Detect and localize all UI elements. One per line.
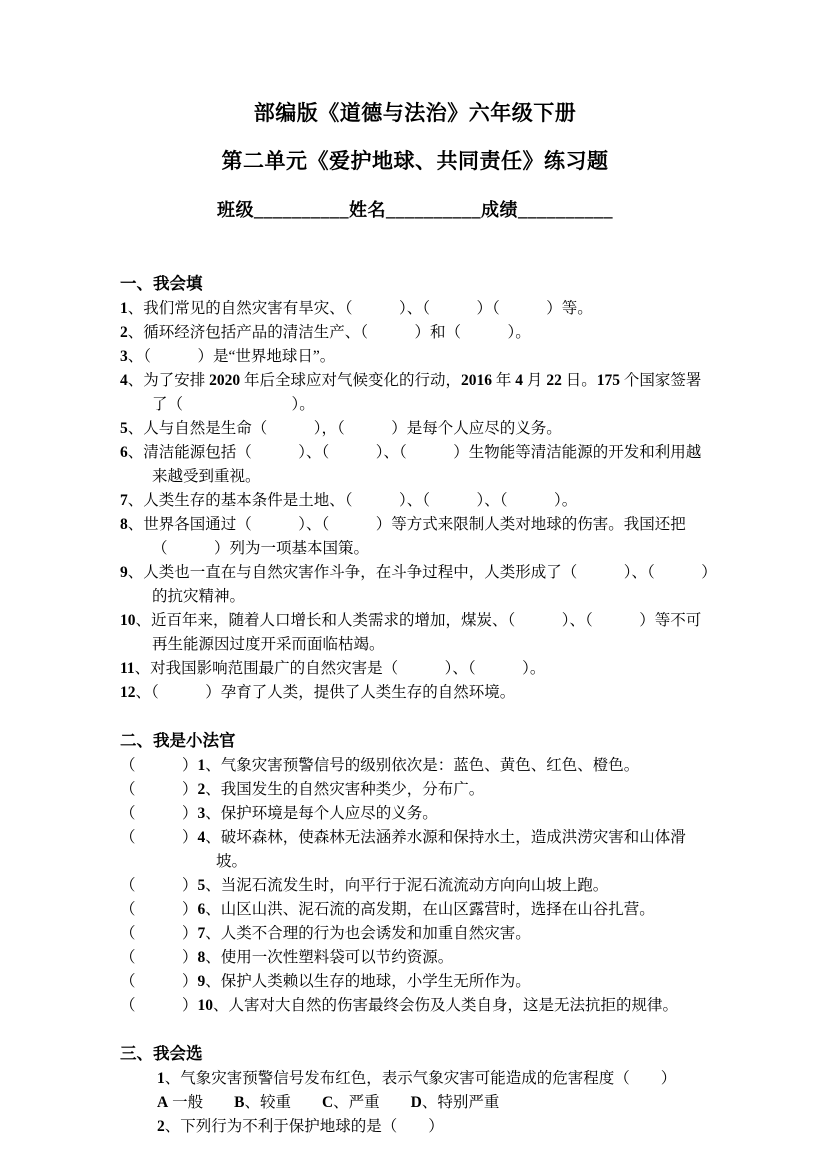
question-item: 11、对我国影响范围最广的自然灾害是（ ）、（ ）。: [120, 660, 546, 677]
question-item: （ ）9、保护人类赖以生存的地球，小学生无所作为。: [120, 973, 531, 990]
question-item: A 一般 B、较重 C、严重 D、特别严重: [157, 1094, 500, 1111]
question-item: （ ）7、人类不合理的行为也会诱发和加重自然灾害。: [120, 925, 531, 942]
question-item: （ ）10、人害对大自然的伤害最终会伤及人类自身，这是无法抗拒的规律。: [120, 997, 679, 1014]
question-item: 2、下列行为不利于保护地球的是（ ）: [157, 1118, 444, 1135]
question-item: 1、气象灾害预警信号发布红色，表示气象灾害可能造成的危害程度（ ）: [157, 1070, 677, 1087]
question-item: （ ）3、保护环境是每个人应尽的义务。: [120, 805, 438, 822]
question-item: 2、循环经济包括产品的清洁生产、（ ）和（ ）。: [120, 324, 531, 341]
question-item: 6、清洁能源包括（ ）、（ ）、（ ）生物能等清洁能源的开发和利用越来越受到重视。: [120, 444, 702, 485]
doc-title-line2: 第二单元《爱护地球、共同责任》练习题: [221, 149, 609, 173]
question-item: 10、近百年来，随着人口增长和人类需求的增加，煤炭、（ ）、（ ）等不可再生能源因过度开采而面临枯竭。: [120, 612, 702, 653]
question-item: （ ）8、使用一次性塑料袋可以节约资源。: [120, 949, 454, 966]
section-one: [120, 272, 710, 705]
section-heading: 二、我是小法官: [120, 731, 236, 750]
question-item: （ ）6、山区山洪、泥石流的高发期，在山区露营时，选择在山谷扎营。: [120, 901, 655, 918]
worksheet-header: [120, 100, 710, 222]
worksheet-body: [120, 272, 710, 1139]
doc-title-line1: 部编版《道德与法治》六年级下册: [253, 101, 577, 125]
question-item: 7、人类生存的基本条件是土地、（ ）、（ ）、（ ）。: [120, 492, 578, 509]
question-item: 3、（ ）是“世界地球日”。: [120, 348, 336, 365]
question-item: （ ）4、破坏森林，使森林无法涵养水源和保持水土，造成洪涝灾害和山体滑坡。: [120, 829, 686, 870]
question-item: 9、人类也一直在与自然灾害作斗争，在斗争过程中，人类形成了（ ）、（ ）的抗灾精神。: [120, 564, 710, 605]
section-heading: 一、我会填: [120, 274, 203, 293]
question-item: 4、为了安排 2020 年后全球应对气候变化的行动，2016 年 4 月 22 日。175 个国家签署了（ ）。: [120, 372, 702, 413]
question-item: 12、（ ）孕育了人类，提供了人类生存的自然环境。: [120, 684, 516, 701]
section-three: [120, 1042, 710, 1139]
question-item: 8、世界各国通过（ ）、（ ）等方式来限制人类对地球的伤害。我国还把（ ）列为一项基本国策。: [120, 516, 686, 557]
section-heading: 三、我会选: [120, 1044, 203, 1063]
section-two: [120, 729, 710, 1018]
question-item: （ ）1、气象灾害预警信号的级别依次是：蓝色、黄色、红色、橙色。: [120, 757, 640, 774]
question-item: 1、我们常见的自然灾害有旱灾、（ ）、（ ）（ ）等。: [120, 300, 593, 317]
question-item: （ ）2、我国发生的自然灾害种类少，分布广。: [120, 781, 485, 798]
question-item: 5、人与自然是生命（ ），（ ）是每个人应尽的义务。: [120, 420, 562, 437]
class-name-score-line: 班级__________姓名__________成绩__________: [217, 200, 613, 220]
question-item: （ ）5、当泥石流发生时，向平行于泥石流流动方向向山坡上跑。: [120, 877, 609, 894]
